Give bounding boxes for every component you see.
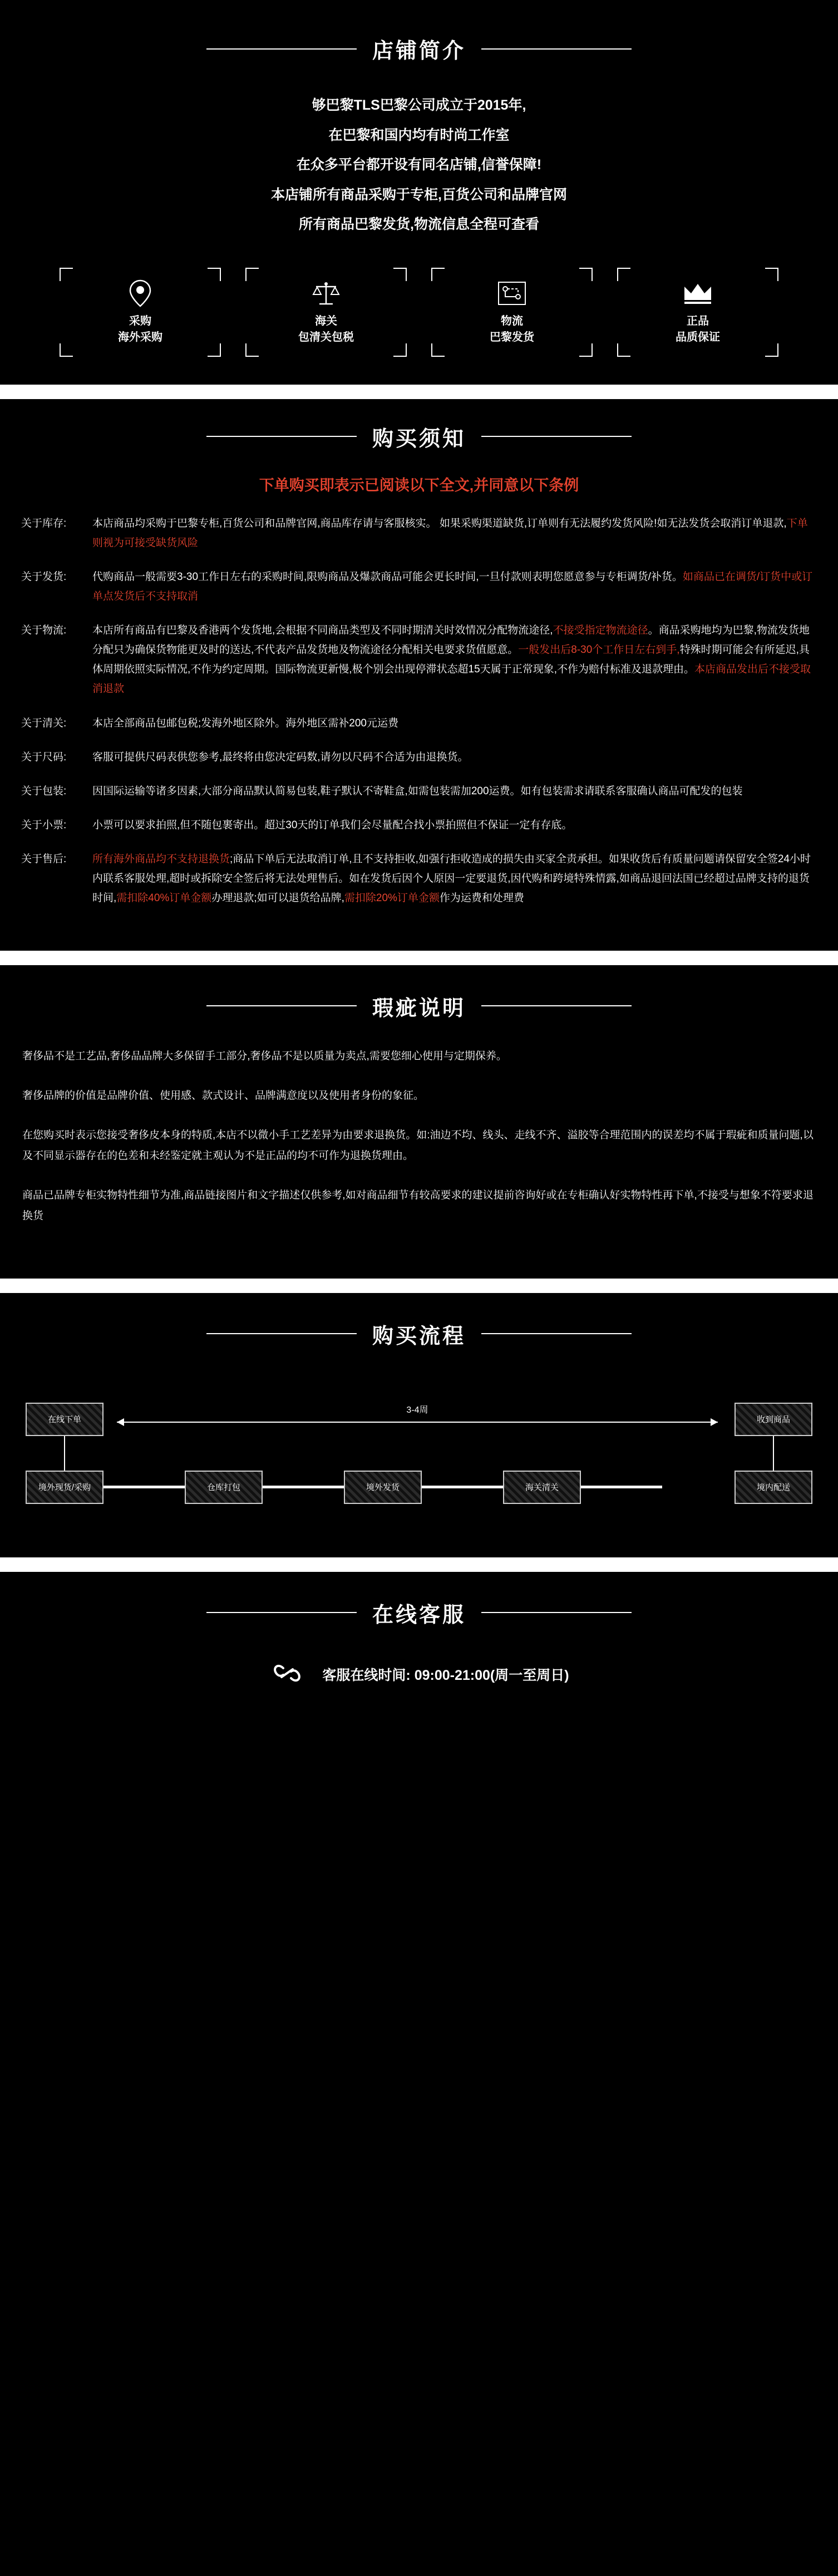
flow-connector-vertical-left: [64, 1436, 65, 1471]
heading-rule-right: [481, 1005, 632, 1006]
flow-connector-vertical-right: [773, 1436, 774, 1471]
flaws-title: 瑕疵说明: [372, 996, 466, 1020]
corner-mark: [393, 343, 407, 357]
corner-mark: [617, 343, 630, 357]
corner-mark: [765, 268, 778, 281]
flow-duration-label: 3-4周: [406, 1405, 428, 1415]
notice-text-highlight: 一般发出后8-30个工作日左右到手,: [518, 644, 680, 656]
notice-heading: [0, 399, 838, 452]
notice-row-value: [92, 514, 817, 553]
notice-text-highlight: 需扣除20%订单金额: [344, 892, 440, 904]
flaws-heading: [0, 965, 838, 1021]
notice-text: 作为运费和处理费: [439, 892, 524, 904]
corner-mark: [245, 343, 259, 357]
flow-node-place-order: 在线下单: [26, 1403, 103, 1436]
scales-icon: [312, 279, 341, 308]
notice-row-receipt: [21, 815, 817, 835]
heading-rule-left: [206, 1333, 357, 1334]
crown-icon: [682, 279, 714, 308]
notice-title: 购买须知: [372, 427, 466, 451]
route-icon: [497, 279, 527, 308]
corner-mark: [208, 343, 221, 357]
flow-duration-arrow: [117, 1405, 718, 1427]
flow-node-receive-goods: 收到商品: [735, 1403, 812, 1436]
online-service-section: [0, 1572, 838, 1728]
heading-rule-right: [481, 1612, 632, 1613]
notice-text-highlight: 所有海外商品均不支持退换货: [92, 853, 230, 866]
feature-badge-purchase: [60, 268, 221, 357]
notice-row-value: 本店全部商品包邮包税;发海外地区除外。海外地区需补200元运费: [92, 717, 398, 729]
notice-row-value: 客服可提供尺码表供您参考,最终将由您决定码数,请勿以尺码不合适为由退换货。: [92, 751, 469, 763]
corner-mark: [208, 268, 221, 281]
corner-mark: [60, 343, 73, 357]
feature-label-secondary: 包清关包税: [298, 331, 354, 343]
feature-label-primary: 采购: [129, 314, 151, 327]
notice-text: 本店所有商品有巴黎及香港两个发货地,会根据不同商品类型及不同时期清关时效情况分配物流途径,: [92, 625, 553, 637]
flow-node-warehouse-packing: 仓库打包: [185, 1471, 263, 1504]
intro-title: 店铺简介: [372, 40, 466, 63]
notice-subtitle: 下单购买即表示已阅读以下全文,并同意以下条例: [259, 476, 579, 494]
corner-mark: [60, 268, 73, 281]
notice-rows: [0, 514, 838, 908]
notice-row-value: 小票可以要求拍照,但不随包裹寄出。超过30天的订单我们会尽量配合找小票拍照但不保证一定有存底。: [92, 819, 573, 832]
notice-row-shipping: [21, 567, 817, 606]
feature-label-secondary: 品质保证: [676, 331, 720, 343]
notice-text: 。商品采购地均为巴黎,物流发货地分配只为确保货物能更及时的送达,不代表产品发货地及物流途径分配相关电要求货值愿意。: [92, 625, 810, 656]
arrow-line: [117, 1422, 718, 1423]
feature-badge-row: [0, 268, 838, 357]
notice-row-logistics: [21, 621, 817, 699]
flaws-paragraph: 奢侈品牌的价值是品牌价值、使用感、款式设计、品牌满意度以及使用者身份的象征。: [22, 1089, 425, 1102]
flow-connector-2: [263, 1486, 344, 1488]
notice-row-packaging: [21, 781, 817, 801]
notice-row-key: 关于包装:: [21, 785, 67, 797]
flaws-paragraph: 商品已品牌专柜实物特性细节为准,商品链接图片和文字描述仅供参考,如对商品细节有较高要求的建议提前咨询好或在专柜确认好实物特性再下单,不接受与想象不符要求退换货: [22, 1189, 814, 1222]
corner-mark: [579, 268, 593, 281]
intro-line: 在巴黎和国内均有时尚工作室: [328, 127, 510, 143]
feature-badge-authentic: [617, 268, 778, 357]
notice-text-highlight: 需扣除40%订单金额: [116, 892, 212, 904]
notice-row-stock: [21, 514, 817, 553]
divider-band: [0, 1557, 838, 1572]
flow-heading: [0, 1293, 838, 1349]
notice-row-key: 关于库存:: [21, 517, 67, 529]
notice-row-size: [21, 748, 817, 767]
flow-connector-1: [103, 1486, 185, 1488]
notice-row-key: 关于清关:: [21, 717, 67, 729]
divider-band: [0, 1279, 838, 1293]
corner-mark: [579, 343, 593, 357]
feature-label-secondary: 巴黎发货: [490, 331, 534, 343]
divider-band: [0, 951, 838, 965]
flow-title: 购买流程: [372, 1324, 466, 1348]
flow-node-overseas-shipping: 境外发货: [344, 1471, 422, 1504]
corner-mark: [765, 343, 778, 357]
corner-mark: [431, 343, 445, 357]
feature-label-primary: 海关: [315, 314, 337, 327]
service-title: 在线客服: [372, 1603, 466, 1627]
intro-line: 在众多平台都开设有同名店铺,信誉保障!: [296, 157, 542, 173]
divider-band: [0, 385, 838, 399]
flow-connector-3: [422, 1486, 503, 1488]
notice-row-key: 关于物流:: [21, 625, 67, 637]
notice-row-value: [92, 567, 817, 606]
intro-line: 够巴黎TLS巴黎公司成立于2015年,: [312, 97, 526, 113]
flaws-body: [0, 1046, 838, 1226]
corner-mark: [393, 268, 407, 281]
intro-section: [0, 0, 838, 385]
heading-rule-right: [481, 48, 632, 50]
location-pin-icon: [128, 279, 152, 308]
notice-text: 办理退款;如可以退货给品牌,: [211, 892, 344, 904]
service-hours-row: [0, 1657, 838, 1692]
notice-row-aftersales: [21, 849, 817, 908]
notice-row-key: 关于尺码:: [21, 751, 67, 763]
notice-row-key: 关于小票:: [21, 819, 67, 832]
flow-node-customs-clearance: 海关清关: [503, 1471, 581, 1504]
service-hours-text: 客服在线时间: 09:00-21:00(周一至周日): [322, 1668, 569, 1684]
notice-row-key: 关于发货:: [21, 571, 67, 583]
heading-rule-right: [481, 1333, 632, 1334]
intro-text-block: [0, 95, 838, 235]
notice-text: ;商品下单后无法取消订单,且不支持拒收,如强行拒收造成的损失由买家全责承担。如果收货后有质量问题请保留安全签24小时内联系客服处理,超时或拆除安全签后将无法处理售后。如在发货后因个人原因一定要退货,因代购和跨境特殊情露,如商品退回法国已经超过品牌支持的退货时间,: [92, 853, 811, 904]
arrow-head-right-icon: [711, 1418, 718, 1426]
service-heading: [0, 1572, 838, 1628]
heading-rule-left: [206, 436, 357, 437]
heading-rule-left: [206, 1005, 357, 1006]
flow-diagram: [0, 1377, 838, 1522]
flow-node-overseas-stock: 境外现货/采购: [26, 1471, 103, 1504]
notice-row-value: [92, 621, 817, 699]
notice-row-customs: [21, 714, 817, 733]
corner-mark: [431, 268, 445, 281]
notice-text-highlight: 如商品已在调货/订货中或订单点发货后不支持取消: [92, 571, 813, 602]
intro-heading: [0, 33, 838, 64]
notice-text: 特殊时期可能会有所延迟,具体周期依照实际情况,不作为约定周期。国际物流更新慢,极个别会出现停滞状态超15天属于正常现象,不作为赔付标准及退款理由。: [92, 644, 810, 676]
notice-row-key: 关于售后:: [21, 853, 67, 866]
intro-line: 本店铺所有商品采购于专柜,百货公司和品牌官网: [271, 186, 567, 203]
feature-badge-customs: [245, 268, 407, 357]
corner-mark: [617, 268, 630, 281]
flaw-explanation-section: [0, 965, 838, 1279]
heading-rule-right: [481, 436, 632, 437]
heading-rule-left: [206, 1612, 357, 1613]
notice-row-value: [92, 849, 817, 908]
notice-text: 代购商品一般需要3-30工作日左右的采购时间,限购商品及爆款商品可能会更长时间,一旦付款则表明您愿意参与专柜调货/补货。: [92, 571, 683, 583]
heading-rule-left: [206, 48, 357, 50]
notice-text-highlight: 本店商品发出后不接受取消退款: [92, 663, 811, 695]
notice-text-highlight: 不接受指定物流途径: [553, 625, 648, 637]
purchase-notice-section: [0, 399, 838, 951]
flaws-paragraph: 奢侈品不是工艺品,奢侈品品牌大多保留手工部分,奢侈品不是以质量为卖点,需要您细心使用与定期保养。: [22, 1050, 507, 1062]
notice-text-highlight: 下单则视为可接受缺货风险: [92, 517, 808, 549]
flaws-paragraph: 在您购买时表示您接受奢侈皮本身的特质,本店不以微小手工艺差异为由要求退换货。如:油边不均、线头、走线不齐、溢胶等合理范围内的误差均不属于瑕疵和质量问题,以及不同显示器存在的色差和未经鉴定就主观认为不是正品的均不可作为退换货理由。: [22, 1129, 814, 1162]
flow-node-domestic-delivery: 境内配送: [735, 1471, 812, 1504]
feature-label-primary: 正品: [687, 314, 709, 327]
feature-label-secondary: 海外采购: [118, 331, 162, 343]
feature-label-primary: 物流: [501, 314, 523, 327]
flow-connector-4: [581, 1486, 662, 1488]
intro-line: 所有商品巴黎发货,物流信息全程可查看: [299, 217, 539, 232]
notice-row-value: 因国际运输等诸多因素,大部分商品默认简易包装,鞋子默认不寄鞋盒,如需包装需加200运费。如有包装需求请联系客服确认商品可配发的包装: [92, 785, 743, 797]
feature-badge-logistics: [431, 268, 593, 357]
notice-text: 本店商品均采购于巴黎专柜,百货公司和品牌官网,商品库存请与客服核实。 如果采购渠道缺货,订单则有无法履约发货风险!如无法发货会取消订单退款,: [92, 517, 787, 529]
corner-mark: [245, 268, 259, 281]
link-chain-icon: [269, 1657, 305, 1692]
purchase-flow-section: [0, 1293, 838, 1557]
